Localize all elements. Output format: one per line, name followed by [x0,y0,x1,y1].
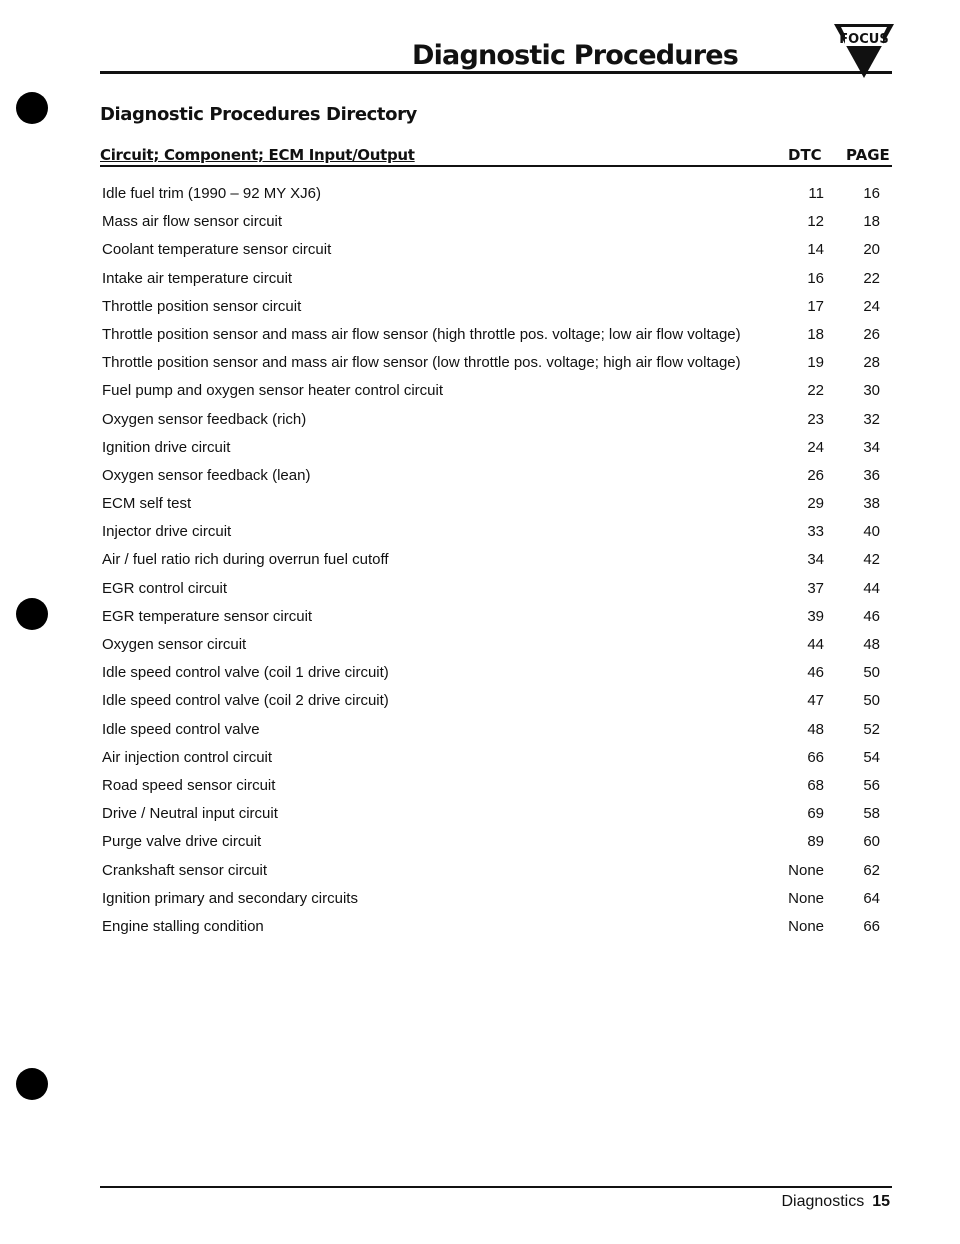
row-page: 16 [863,185,880,202]
row-description: Air / fuel ratio rich during overrun fuel cutoff [102,551,389,569]
row-description: Injector drive circuit [102,523,232,541]
row-description: Throttle position sensor and mass air flow sensor (high throttle pos. voltage; low air flow voltage) [102,325,741,343]
row-dtc: 37 [807,579,824,597]
row-description: Coolant temperature sensor circuit [102,241,332,259]
table-row [0,349,960,377]
row-description: Purge valve drive circuit [102,833,262,851]
row-page: 28 [863,354,880,372]
row-page: 62 [863,861,880,879]
row-dtc: 18 [807,325,824,343]
column-header-dtc: DTC [788,146,822,164]
row-dtc: 23 [807,410,824,428]
table-row [0,885,960,913]
row-dtc: 19 [807,354,824,372]
table-row [0,208,960,236]
row-description: EGR temperature sensor circuit [102,607,313,625]
row-description: Road speed sensor circuit [102,776,276,794]
table-row [0,406,960,434]
row-description: EGR control circuit [102,579,228,597]
row-dtc: 47 [807,692,824,710]
table-row [0,546,960,574]
table-row [0,659,960,687]
table-row [0,575,960,603]
table-row [0,631,960,659]
row-dtc: 34 [807,551,824,569]
table-row [0,687,960,715]
row-page: 36 [863,466,880,484]
row-dtc: 12 [807,213,824,231]
row-dtc: 14 [807,241,824,259]
column-header-circuit: Circuit; Component; ECM Input/Output [100,146,415,164]
row-page: 56 [863,776,880,794]
row-dtc: 16 [807,269,824,287]
row-page: 44 [863,579,880,597]
row-description: Idle fuel trim (1990 – 92 MY XJ6) [102,185,321,202]
row-dtc: None [788,861,824,879]
row-description: Drive / Neutral input circuit [102,805,278,823]
row-description: Mass air flow sensor circuit [102,213,283,231]
row-dtc: 66 [807,748,824,766]
row-page: 22 [863,269,880,287]
table-row [0,462,960,490]
row-page: 64 [863,889,880,907]
row-dtc: 24 [807,438,824,456]
footer-label: Diagnostics [781,1193,865,1210]
page-header-title: Diagnostic Procedures [411,40,738,71]
logo-text: FOCUS [839,32,889,47]
row-description: Throttle position sensor and mass air flow sensor (low throttle pos. voltage; high air flow voltage) [102,354,741,372]
row-dtc: 33 [807,523,824,541]
row-page: 24 [863,297,880,315]
row-page: 48 [863,636,880,653]
header-rule [100,71,892,74]
row-page: 30 [863,382,880,400]
row-page: 40 [863,523,880,541]
row-description: Crankshaft sensor circuit [102,861,268,879]
table-row [0,236,960,264]
table-row [0,293,960,321]
table-row [0,828,960,856]
row-description: Engine stalling condition [102,917,264,935]
row-page: 32 [863,410,880,428]
page-number: 15 [872,1193,890,1210]
row-dtc: 11 [808,185,824,202]
table-row [0,800,960,828]
table-row [0,265,960,293]
section-title: Diagnostic Procedures Directory [100,104,417,125]
row-page: 38 [863,495,880,513]
row-page: 50 [863,664,880,682]
table-row [0,744,960,772]
row-dtc: None [788,917,824,935]
table-row [0,434,960,462]
row-page: 20 [863,241,880,259]
row-dtc: None [788,889,824,907]
row-page: 52 [863,720,880,738]
row-description: Throttle position sensor circuit [102,297,302,315]
table-row [0,180,960,208]
row-page: 34 [863,438,880,456]
row-dtc: 17 [807,297,824,315]
row-description: Intake air temperature circuit [102,269,293,287]
row-description: Fuel pump and oxygen sensor heater control circuit [102,382,444,400]
focus-logo [832,22,896,80]
row-description: Ignition primary and secondary circuits [102,889,358,907]
column-header-page: PAGE [846,146,890,164]
page-footer [782,1193,891,1211]
row-dtc: 22 [807,382,824,400]
table-row [0,772,960,800]
row-page: 18 [863,213,880,231]
row-description: Ignition drive circuit [102,438,231,456]
table-row [0,490,960,518]
table-row [0,716,960,744]
row-dtc: 46 [807,664,824,682]
table-row [0,913,960,941]
row-dtc: 26 [807,466,824,484]
row-description: Oxygen sensor feedback (rich) [102,410,307,428]
row-dtc: 44 [807,636,824,653]
row-description: Oxygen sensor feedback (lean) [102,466,311,484]
row-description: Oxygen sensor circuit [102,636,247,653]
row-page: 26 [863,325,880,343]
row-page: 66 [863,917,880,935]
row-description: Air injection control circuit [102,748,273,766]
punch-hole-top [16,92,48,124]
row-dtc: 29 [807,495,824,513]
row-page: 50 [863,692,880,710]
table-row [0,377,960,405]
row-dtc: 48 [807,720,824,738]
row-dtc: 68 [807,776,824,794]
table-row [0,321,960,349]
row-dtc: 69 [807,805,824,823]
table-row [0,857,960,885]
row-page: 58 [863,805,880,823]
table-row [0,518,960,546]
row-page: 46 [863,607,880,625]
directory-table [0,180,960,941]
row-description: ECM self test [102,495,192,513]
table-header-rule [100,165,892,167]
row-page: 54 [863,748,880,766]
row-description: Idle speed control valve [102,720,260,738]
table-row [0,603,960,631]
row-page: 60 [863,833,880,851]
row-description: Idle speed control valve (coil 1 drive circuit) [102,664,389,682]
row-page: 42 [863,551,880,569]
punch-hole-bottom [16,1068,48,1100]
row-description: Idle speed control valve (coil 2 drive circuit) [102,692,389,710]
row-dtc: 89 [807,833,824,851]
footer-rule [100,1186,892,1188]
row-dtc: 39 [807,607,824,625]
